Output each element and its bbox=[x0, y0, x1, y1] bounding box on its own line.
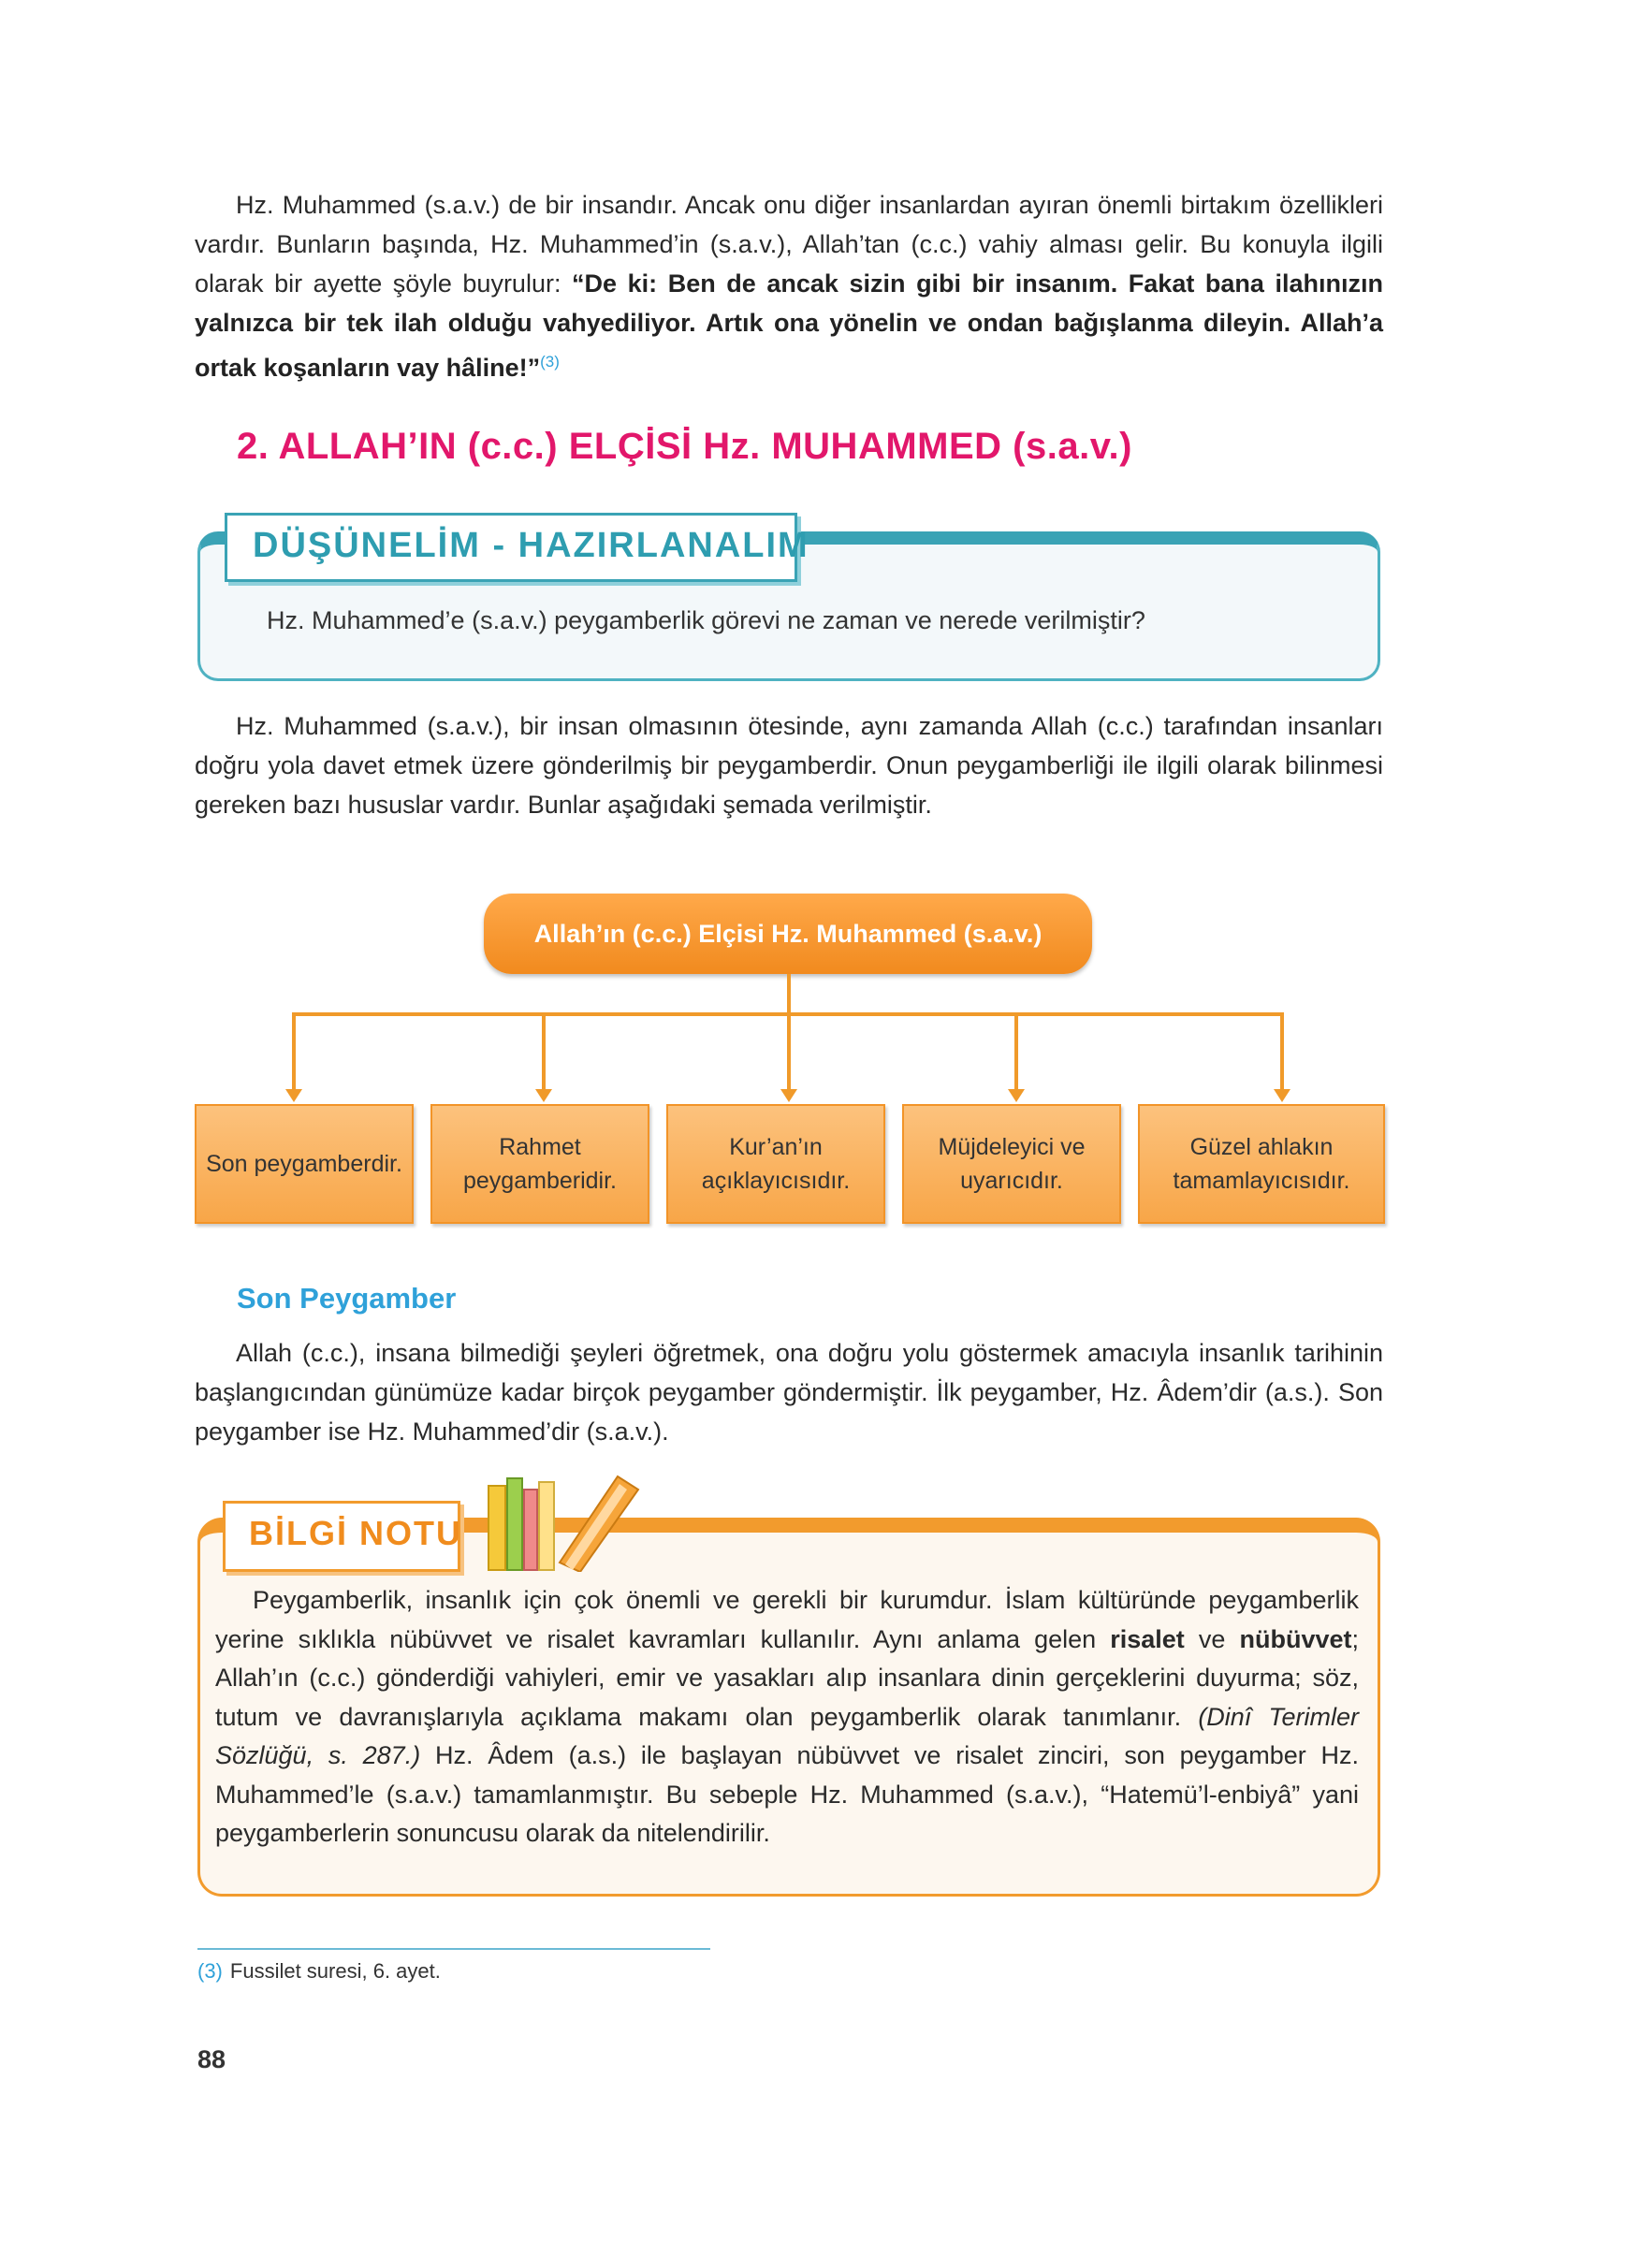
arrow-down-icon bbox=[285, 1089, 302, 1102]
footnote-text: Fussilet suresi, 6. ayet. bbox=[229, 1959, 441, 1983]
term-risalet: risalet bbox=[1110, 1624, 1185, 1653]
think-box-question: Hz. Muhammed’e (s.a.v.) peygamberlik görevi ne zaman ve nerede verilmiştir? bbox=[267, 606, 1145, 634]
intro-text: Hz. Muhammed (s.a.v.) de bir insandır. Ancak onu diğer insanlardan ayıran önemli birtakım özellikleri vardır. Bunların başında, Hz. Muhammed’in (s.a.v.), Allah’tan (c.c.) vahiy alması gelir. Bu konuyla ilgili olarak bir ayette şöyle buyrulur: bbox=[195, 191, 1383, 298]
diagram-trunk-line bbox=[787, 974, 791, 1091]
info-note-part: ; Allah’ın (c.c.) gönderdiği vahiyleri, emir ve yasakları alıp insanlara dinin gerçeklerini duyurma; söz, tutum ve davranışlarıyla açıklama makamı olan peygamberlik olarak tanımlanır. bbox=[215, 1624, 1359, 1731]
info-note-part: ve bbox=[1184, 1624, 1240, 1653]
diagram-connector bbox=[542, 1012, 546, 1091]
info-note-part: Peygamberlik, insanlık için çok önemli ve gerekli bir kurumdur. İslam kültüründe peygamberlik yerine sıklıkla nübüvvet ve risalet kavramları kullanılır. Aynı anlama gelen bbox=[215, 1586, 1359, 1653]
footnote-ref[interactable]: (3) bbox=[540, 353, 560, 371]
diagram-leaf-mujdeleyici: Müjdeleyici ve uyarıcıdır. bbox=[902, 1104, 1121, 1224]
footnote-divider bbox=[197, 1948, 710, 1950]
section-title: 2. ALLAH’IN (c.c.) ELÇİSİ Hz. MUHAMMED (s.a.v.) bbox=[237, 426, 1132, 467]
ayet-quote: “De ki: Ben de ancak sizin gibi bir insanım. Fakat bana ilahınızın yalnızca bir tek ilah olduğu vahyediliyor. Artık ona yönelin ve ondan bağışlanma dileyin. Allah’a ortak koşanların vay hâline!” bbox=[195, 269, 1383, 382]
arrow-down-icon bbox=[1008, 1089, 1025, 1102]
footnote bbox=[197, 1959, 441, 1984]
diagram-connector bbox=[292, 1012, 296, 1091]
diagram-connector bbox=[1280, 1012, 1284, 1091]
diagram-connector bbox=[1014, 1012, 1018, 1091]
info-note-part: Hz. Âdem (a.s.) ile başlayan nübüvvet ve risalet zinciri, son peygamber Hz. Muhammed’le (s.a.v.) tamamlanmıştır. Bu sebeple Hz. Muhammed (s.a.v.), “Hatemü’l-enbiyâ” yani peygamberlerin sonuncusu olarak da nitelendirilir. bbox=[215, 1741, 1359, 1847]
arrow-down-icon bbox=[780, 1089, 797, 1102]
son-peygamber-paragraph: Allah (c.c.), insana bilmediği şeyleri öğretmek, ona doğru yolu göstermek amacıyla insanlık tarihinin başlangıcından günümüze kadar birçok peygamber göndermiştir. İlk peygamber, Hz. Âdem’dir (a.s.). Son peygamber ise Hz. Muhammed’dir (s.a.v.). bbox=[195, 1339, 1383, 1446]
intro-paragraph bbox=[195, 185, 1383, 387]
page-number: 88 bbox=[197, 2045, 226, 2073]
info-note-label: BİLGİ NOTU bbox=[249, 1514, 462, 1552]
info-note-text bbox=[215, 1581, 1359, 1854]
term-nubuvvet: nübüvvet bbox=[1239, 1624, 1352, 1653]
footnote-number: (3) bbox=[197, 1959, 223, 1983]
arrow-down-icon bbox=[1274, 1089, 1290, 1102]
diagram-leaf-son-peygamber: Son peygamberdir. bbox=[195, 1104, 414, 1224]
diagram-leaf-kuran: Kur’an’ın açıklayıcısıdır. bbox=[666, 1104, 885, 1224]
subsection-heading: Son Peygamber bbox=[237, 1282, 457, 1315]
body-paragraph: Hz. Muhammed (s.a.v.), bir insan olmasının ötesinde, aynı zamanda Allah (c.c.) tarafından insanları doğru yola davet etmek üzere gönderilmiş bir peygamberdir. Onun peygamberliği ile ilgili olarak bilinmesi gereken bazı hususlar vardır. Bunlar aşağıdaki şemada verilmiştir. bbox=[195, 712, 1383, 819]
books-icon bbox=[487, 1469, 646, 1572]
diagram-root-node: Allah’ın (c.c.) Elçisi Hz. Muhammed (s.a.v.) bbox=[484, 894, 1092, 974]
diagram-leaf-rahmet: Rahmet peygamberidir. bbox=[430, 1104, 649, 1224]
diagram-leaf-guzel-ahlak: Güzel ahlakın tamamlayıcısıdır. bbox=[1138, 1104, 1385, 1224]
think-box-label: DÜŞÜNELİM - HAZIRLANALIM bbox=[253, 526, 809, 565]
arrow-down-icon bbox=[535, 1089, 552, 1102]
citation: (Dinî Terimler Sözlüğü, s. 287.) bbox=[215, 1702, 1359, 1769]
diagram-branch-line bbox=[292, 1012, 1284, 1016]
